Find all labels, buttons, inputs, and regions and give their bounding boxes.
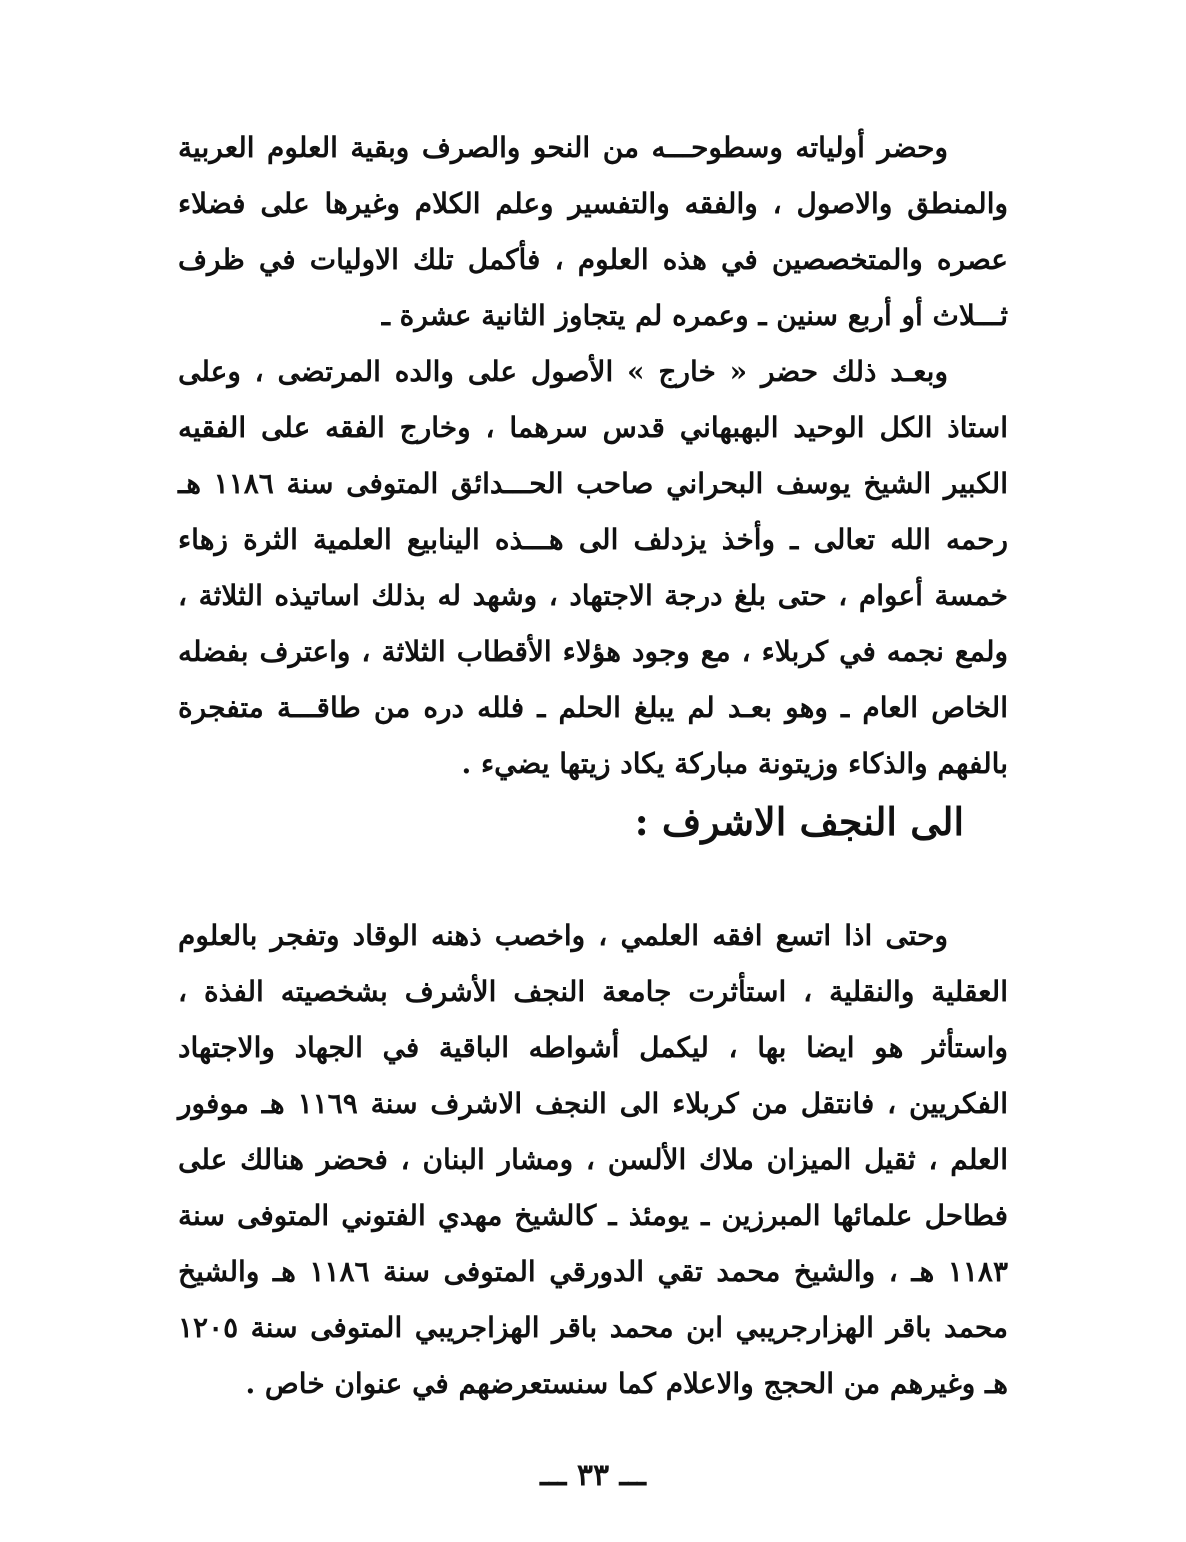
page-number: ـــ ٣٣ ـــ [540, 1458, 646, 1493]
paragraph-1: وحضر أولياته وسطوحـــه من النحو والصرف وبقية العلوم العربية والمنطق والاصول ، والفقه والتفسير وعلم الكلام وغيرها على فضلاء عصره والمتخصصين في هذه العلوم ، فأكمل تلك الاوليات في ظرف ثـــلاث أو أربع سنين ـ وعمره لم يتجاوز الثانية عشرة ـ [178, 131, 1008, 332]
paragraph-2: وبعـد ذلك حضر « خارج » الأصول على والده المرتضى ، وعلى استاذ الكل الوحيد البهبهاني قدس سرهما ، وخارج الفقه على الفقيه الكبير الشيخ يوسف البحراني صاحب الحـــدائق المتوفى سنة ١١٨٦ هـ رحمه الله تعالى ـ وأخذ يزدلف الى هـــذه الينابيع العلمية الثرة زهاء خمسة أعوام ، حتى بلغ درجة الاجتهاد ، وشهد له بذلك اساتيذه الثلاثة ، ولمع نجمه في كربلاء ، مع وجود هؤلاء الأقطاب الثلاثة ، واعترف بفضله الخاص العام ـ وهو بعـد لم يبلغ الحلم ـ فلله دره من طاقـــة متفجرة بالفهم والذكاء وزيتونة مباركة يكاد زيتها يضيء . [178, 355, 1008, 780]
body-text-bottom [178, 908, 1008, 1412]
paragraph-3: وحتى اذا اتسع افقه العلمي ، واخصب ذهنه الوقاد وتفجر بالعلوم العقلية والنقلية ، استأثرت جامعة النجف الأشرف بشخصيته الفذة ، واستأثر هو ايضا بها ، ليكمل أشواطه الباقية في الجهاد والاجتهاد الفكريين ، فانتقل من كربلاء الى النجف الاشرف سنة ١١٦٩ هـ موفور العلم ، ثقيل الميزان ملاك الألسن ، ومشار البنان ، فحضر هنالك على فطاحل علمائها المبرزين ـ يومئذ ـ كالشيخ مهدي الفتوني المتوفى سنة ١١٨٣ هـ ، والشيخ محمد تقي الدورقي المتوفى سنة ١١٨٦ هـ والشيخ محمد باقر الهزارجريبي ابن محمد باقر الهزاجريبي المتوفى سنة ١٢٠٥ هـ وغيرهم من الحجج والاعلام كما سنستعرضهم في عنوان خاص . [178, 919, 1008, 1400]
section-heading: الى النجف الاشرف : [634, 799, 964, 844]
body-text-top [178, 120, 1008, 792]
